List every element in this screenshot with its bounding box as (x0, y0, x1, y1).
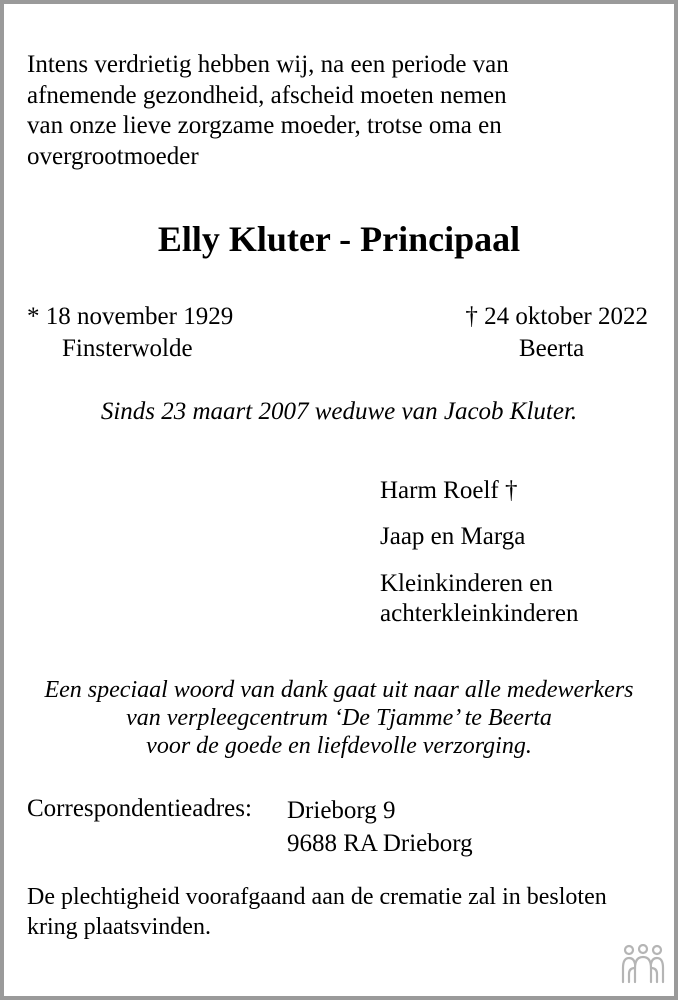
birth-date: * 18 november 1929 (27, 303, 234, 330)
widow-line: Sinds 23 maart 2007 weduwe van Jacob Kluter. (100, 398, 578, 425)
family-member-group (380, 569, 579, 629)
family-member: Harm Roelf † (380, 477, 518, 504)
death-place: Beerta (519, 335, 585, 362)
death-date: † 24 oktober 2022 (465, 303, 648, 330)
family-member: Kleinkinderen en (380, 570, 553, 597)
ceremony-line: kring plaatsvinden. (27, 914, 211, 940)
correspondence-address (287, 794, 473, 860)
birth-place: Finsterwolde (62, 335, 193, 362)
address-street: Drieborg 9 (287, 797, 396, 824)
ceremony-line: De plechtigheid voorafgaand aan de crematie zal in besloten (27, 884, 607, 910)
deceased-name: Elly Kluter - Principaal (157, 219, 521, 259)
intro-line: overgrootmoeder (27, 142, 199, 170)
people-group-icon (620, 944, 666, 984)
family-member: Jaap en Marga (380, 523, 526, 550)
family-member: achterkleinkinderen (380, 600, 579, 627)
thanks-paragraph (0, 676, 678, 760)
intro-paragraph (27, 50, 509, 172)
address-city: 9688 RA Drieborg (287, 830, 473, 857)
intro-line: van onze lieve zorgzame moeder, trotse oma en (27, 112, 502, 139)
thanks-line: van verpleegcentrum ‘De Tjamme’ te Beerta (126, 705, 552, 731)
intro-line: Intens verdrietig hebben wij, na een periode van (27, 51, 509, 78)
thanks-line: voor de goede en liefdevolle verzorging. (146, 733, 532, 759)
thanks-line: Een speciaal woord van dank gaat uit naar alle medewerkers (44, 677, 634, 703)
intro-line: afnemende gezondheid, afscheid moeten nemen (27, 81, 507, 109)
ceremony-paragraph (27, 882, 607, 942)
correspondence-label: Correspondentieadres: (27, 795, 252, 822)
